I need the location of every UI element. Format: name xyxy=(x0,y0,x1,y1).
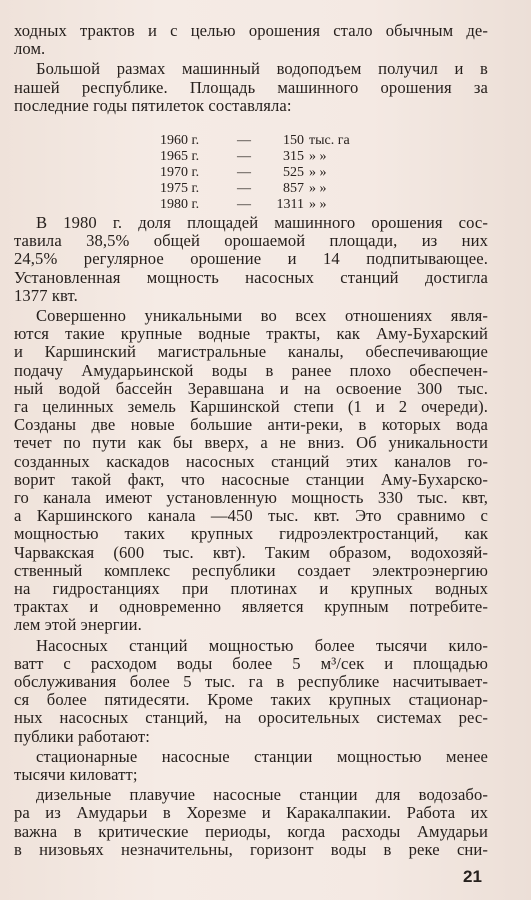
text-line: Чарвакская (600 тыс. квт). Таким образом, водохозяй- xyxy=(14,542,488,562)
text-line: Большой размах машинный водоподъем получил и в xyxy=(36,59,488,79)
text-line: га целинных земель Каршинской степи (1 и 2 очереди). xyxy=(14,397,488,416)
text-line: Насосных станций мощностью более тысячи кило- xyxy=(36,635,488,655)
text-line: обслуживания более 5 тыс. га в республике насчитывает- xyxy=(14,672,488,691)
text-line: важна в критические периоды, когда расходы Амударьи xyxy=(14,821,488,841)
table-unit: тыс. га xyxy=(309,133,350,148)
text-line: ра из Амударьи в Хорезме и Каракалпакии. Работа их xyxy=(14,803,488,823)
table-year: 1970 г. xyxy=(160,165,200,180)
text-line: 24,5% регулярное орошение и 14 подпитывающее. xyxy=(14,249,488,269)
table-year: 1960 г. xyxy=(160,133,200,148)
text-line: ных насосных станций, на оросительных системах рес- xyxy=(14,708,488,728)
text-line: нашей республике. Площадь машинного орошения за xyxy=(14,77,488,97)
text-line: на гидростанциях при плотинах и крупных водных xyxy=(14,579,488,598)
text-line: В 1980 г. доля площадей машинного орошения сос- xyxy=(36,213,488,232)
text-line: Созданы две новые большие анти-реки, в которых вода xyxy=(14,415,488,435)
text-line: ся более пятидесяти. Кроме таких крупных стационар- xyxy=(14,690,488,710)
table-unit: » » xyxy=(309,181,327,196)
table-value: 525 xyxy=(283,165,304,180)
table-dash: — xyxy=(237,197,251,212)
text-line: подачу Амударьинской воды в ранее плохо обеспечен- xyxy=(14,360,488,380)
table-unit: » » xyxy=(309,149,327,164)
text-line: лем этой энергии. xyxy=(14,615,142,635)
table-value: 315 xyxy=(283,149,304,164)
table-dash: — xyxy=(237,149,251,164)
text-line: а Каршинского канала —450 тыс. квт. Это сравнимо с xyxy=(14,506,488,526)
table-dash: — xyxy=(237,133,251,148)
text-line: ватт с расходом воды более 5 м³/сек и площадью xyxy=(14,653,488,673)
text-line: мощностью таких крупных гидроэлектростанций, как xyxy=(14,524,488,544)
text-line: ный водой бассейн Зеравшана и на освоение 300 тыс. xyxy=(14,378,488,398)
table-dash: — xyxy=(237,181,251,196)
text-line: тавила 38,5% общей орошаемой площади, из них xyxy=(14,231,488,251)
text-line: публики работают: xyxy=(14,726,150,746)
table-year: 1965 г. xyxy=(160,149,200,164)
text-line: 1377 квт. xyxy=(14,285,78,305)
text-line: ходных трактов и с целью орошения стало обычным де- xyxy=(14,21,488,40)
text-line: в низовьях незначительны, горизонт воды в реке сни- xyxy=(14,839,488,859)
text-line: ственный комплекс республики создает электроэнергию xyxy=(14,560,488,580)
text-line: созданных каскадов насосных станций этих каналов го- xyxy=(14,451,488,471)
text-line: го канала имеют установленную мощность 330 тыс. квт, xyxy=(14,488,488,507)
text-line: последние годы пятилеток составляла: xyxy=(14,95,292,115)
table-value: 1311 xyxy=(276,197,304,212)
table-unit: » » xyxy=(309,197,327,212)
page-number: 21 xyxy=(463,867,482,886)
text-line: Установленная мощность насосных станций достигла xyxy=(14,267,488,287)
text-line: лом. xyxy=(14,39,46,59)
table-value: 857 xyxy=(283,181,304,196)
text-line: Совершенно уникальными во всех отношениях явля- xyxy=(36,306,488,325)
text-line: стационарные насосные станции мощностью менее xyxy=(36,746,488,766)
table-year: 1980 г. xyxy=(160,197,200,212)
text-line: течет по пути как бы вверх, а не вниз. Об уникальности xyxy=(14,433,488,453)
text-line: дизельные плавучие насосные станции для водозабо- xyxy=(36,785,488,805)
text-line: ются такие крупные водные тракты, как Аму-Бухарский xyxy=(14,324,488,344)
text-line: ворит такой факт, что насосные станции Аму-Бухарско- xyxy=(14,469,488,489)
table-unit: » » xyxy=(309,165,327,180)
text-line: и Каршинский магистральные каналы, обеспечивающие xyxy=(14,342,488,362)
text-line: трактах и одновременно является крупным потребите- xyxy=(14,597,488,617)
table-value: 150 xyxy=(283,133,304,148)
table-dash: — xyxy=(237,165,251,180)
table-year: 1975 г. xyxy=(160,181,200,196)
text-line: тысячи киловатт; xyxy=(14,765,138,784)
